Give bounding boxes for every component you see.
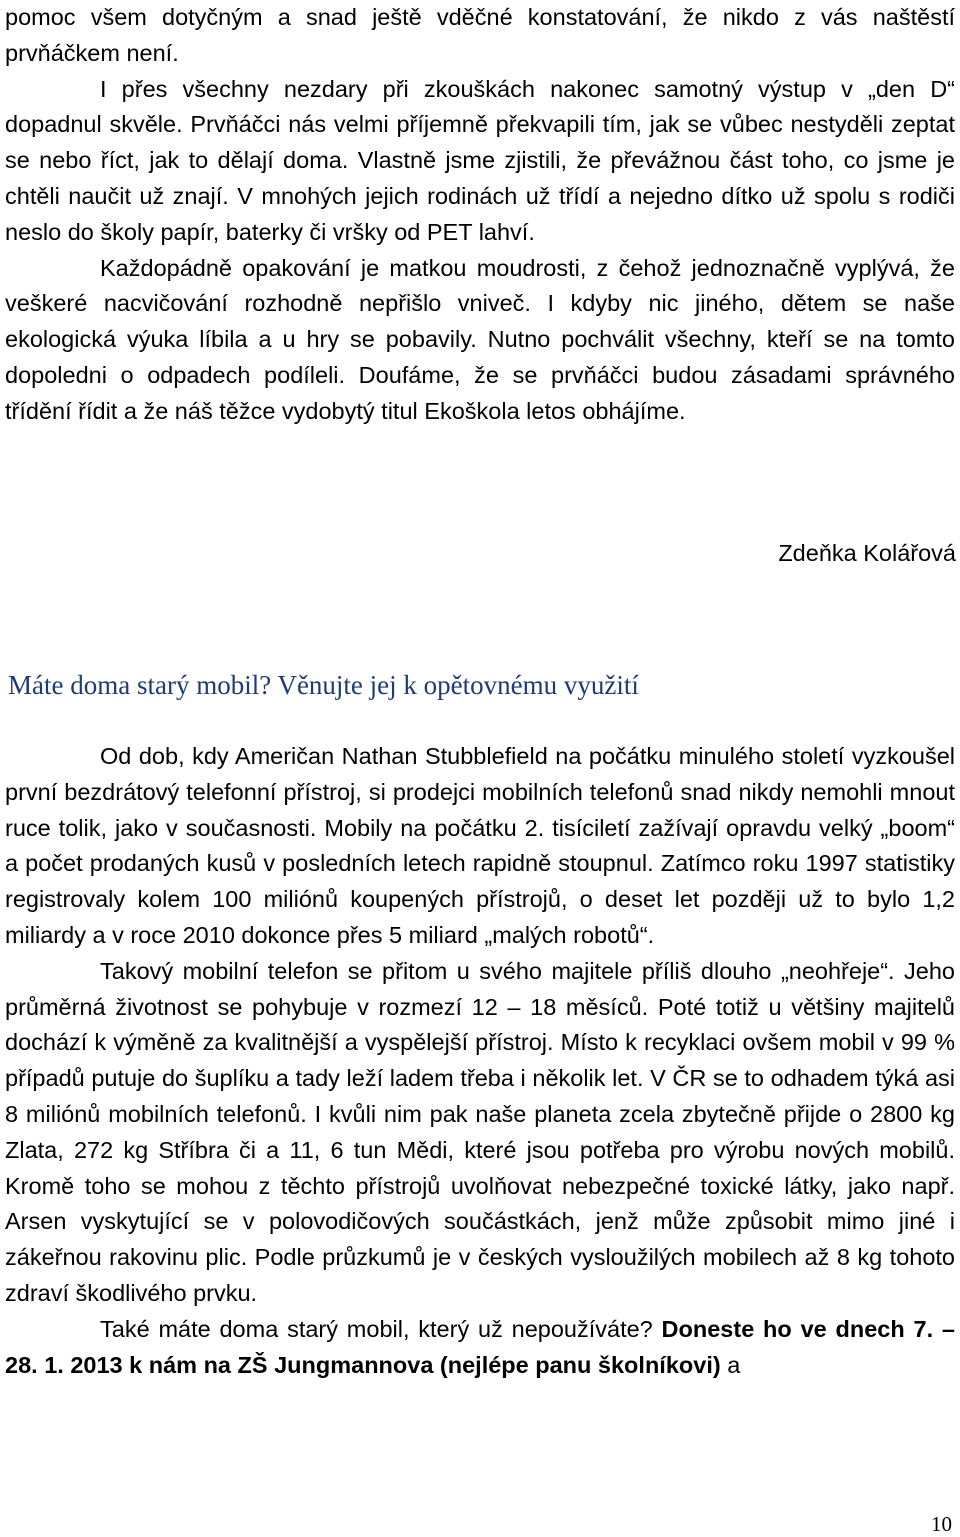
article-heading: Máte doma starý mobil? Věnujte jej k opětovnému využití bbox=[8, 670, 639, 700]
collection-dates: Doneste ho ve dnech 7. – 28. 1. 2013 k nám na ZŠ Jungmannova (nejlépe panu školníkovi) bbox=[5, 1315, 955, 1378]
call-to-action-tail: a bbox=[720, 1351, 741, 1378]
article-body bbox=[5, 739, 955, 1383]
upper-text-block bbox=[5, 0, 955, 430]
article-paragraph-lifespan: Takový mobilní telefon se přitom u svého majitele příliš dlouho „neohřeje“. Jeho průměrná životnost se pohybuje v rozmezí 12 – 18 měsíců. Poté totiž u většiny majitelů dochází k výměně za kvalitnější a vyspělejší přístroj. Místo k recyklaci ovšem mobil v 99 % případů putuje do šuplíku a tady leží ladem třeba i několik let. V ČR se to odhadem týká asi 8 miliónů mobilních telefonů. I kvůli nim pak naše planeta zcela zbytečně přijde o 2800 kg Zlata, 272 kg Stříbra či a 11, 6 tun Mědi, které jsou potřeba pro výrobu nových mobilů. Kromě toho se mohou z těchto přístrojů uvolňovat nebezpečné toxické látky, jako např. Arsen vyskytující se v polovodičových součástkách, jenž může způsobit mimo jiné i zákeřnou rakovinu plic. Podle průzkumů je v českých vysloužilých mobilech až 8 kg tohoto zdraví škodlivého prvku. bbox=[5, 957, 955, 1306]
article-paragraph-call-to-action bbox=[5, 1312, 955, 1384]
page-number: 10 bbox=[931, 1512, 952, 1536]
paragraph-continuation: pomoc všem dotyčným a snad ještě vděčné konstatování, že nikdo z vás naštěstí prvňáčkem není. bbox=[5, 4, 955, 66]
paragraph-day-d: I přes všechny nezdary při zkouškách nakonec samotný výstup v „den D“ dopadnul skvěle. Prvňáčci nás velmi příjemně překvapili tím, jak se vůbec nestyděli zeptat se nebo říct, jak to dělají doma. Vlastně jsme zjistili, že převážnou část toho, co jsme je chtěli naučit už znají. V mnohých jejich rodinách už třídí a nejedno dítko už spolu s rodiči neslo do školy papír, baterky či vršky od PET lahví. bbox=[5, 75, 955, 245]
article-paragraph-history: Od dob, kdy Američan Nathan Stubblefield na počátku minulého století vyzkoušel první bezdrátový telefonní přístroj, si prodejci mobilních telefonů snad nikdy nemohli mnout ruce tolik, jako v současnosti. Mobily na počátku 2. tisíciletí zažívají opravdu velký „boom“ a počet prodaných kusů v posledních letech rapidně stoupnul. Zatímco roku 1997 statistiky registrovaly kolem 100 miliónů koupených přístrojů, o deset let později už to bylo 1,2 miliardy a v roce 2010 dokonce přes 5 miliard „malých robotů“. bbox=[5, 743, 955, 948]
author-signature: Zdeňka Kolářová bbox=[778, 540, 956, 566]
call-to-action-question: Také máte doma starý mobil, který už nepoužíváte? bbox=[100, 1315, 662, 1342]
paragraph-repetition: Každopádně opakování je matkou moudrosti, z čehož jednoznačně vyplývá, že veškeré nacvičování rozhodně nepřišlo vniveč. I kdyby nic jiného, dětem se naše ekologická výuka líbila a u hry se pobavily. Nutno pochválit všechny, kteří se na tomto dopoledni o odpadech podíleli. Doufáme, že se prvňáčci budou zásadami správného třídění řídit a že náš těžce vydobytý titul Ekoškola letos obhájíme. bbox=[5, 254, 955, 424]
